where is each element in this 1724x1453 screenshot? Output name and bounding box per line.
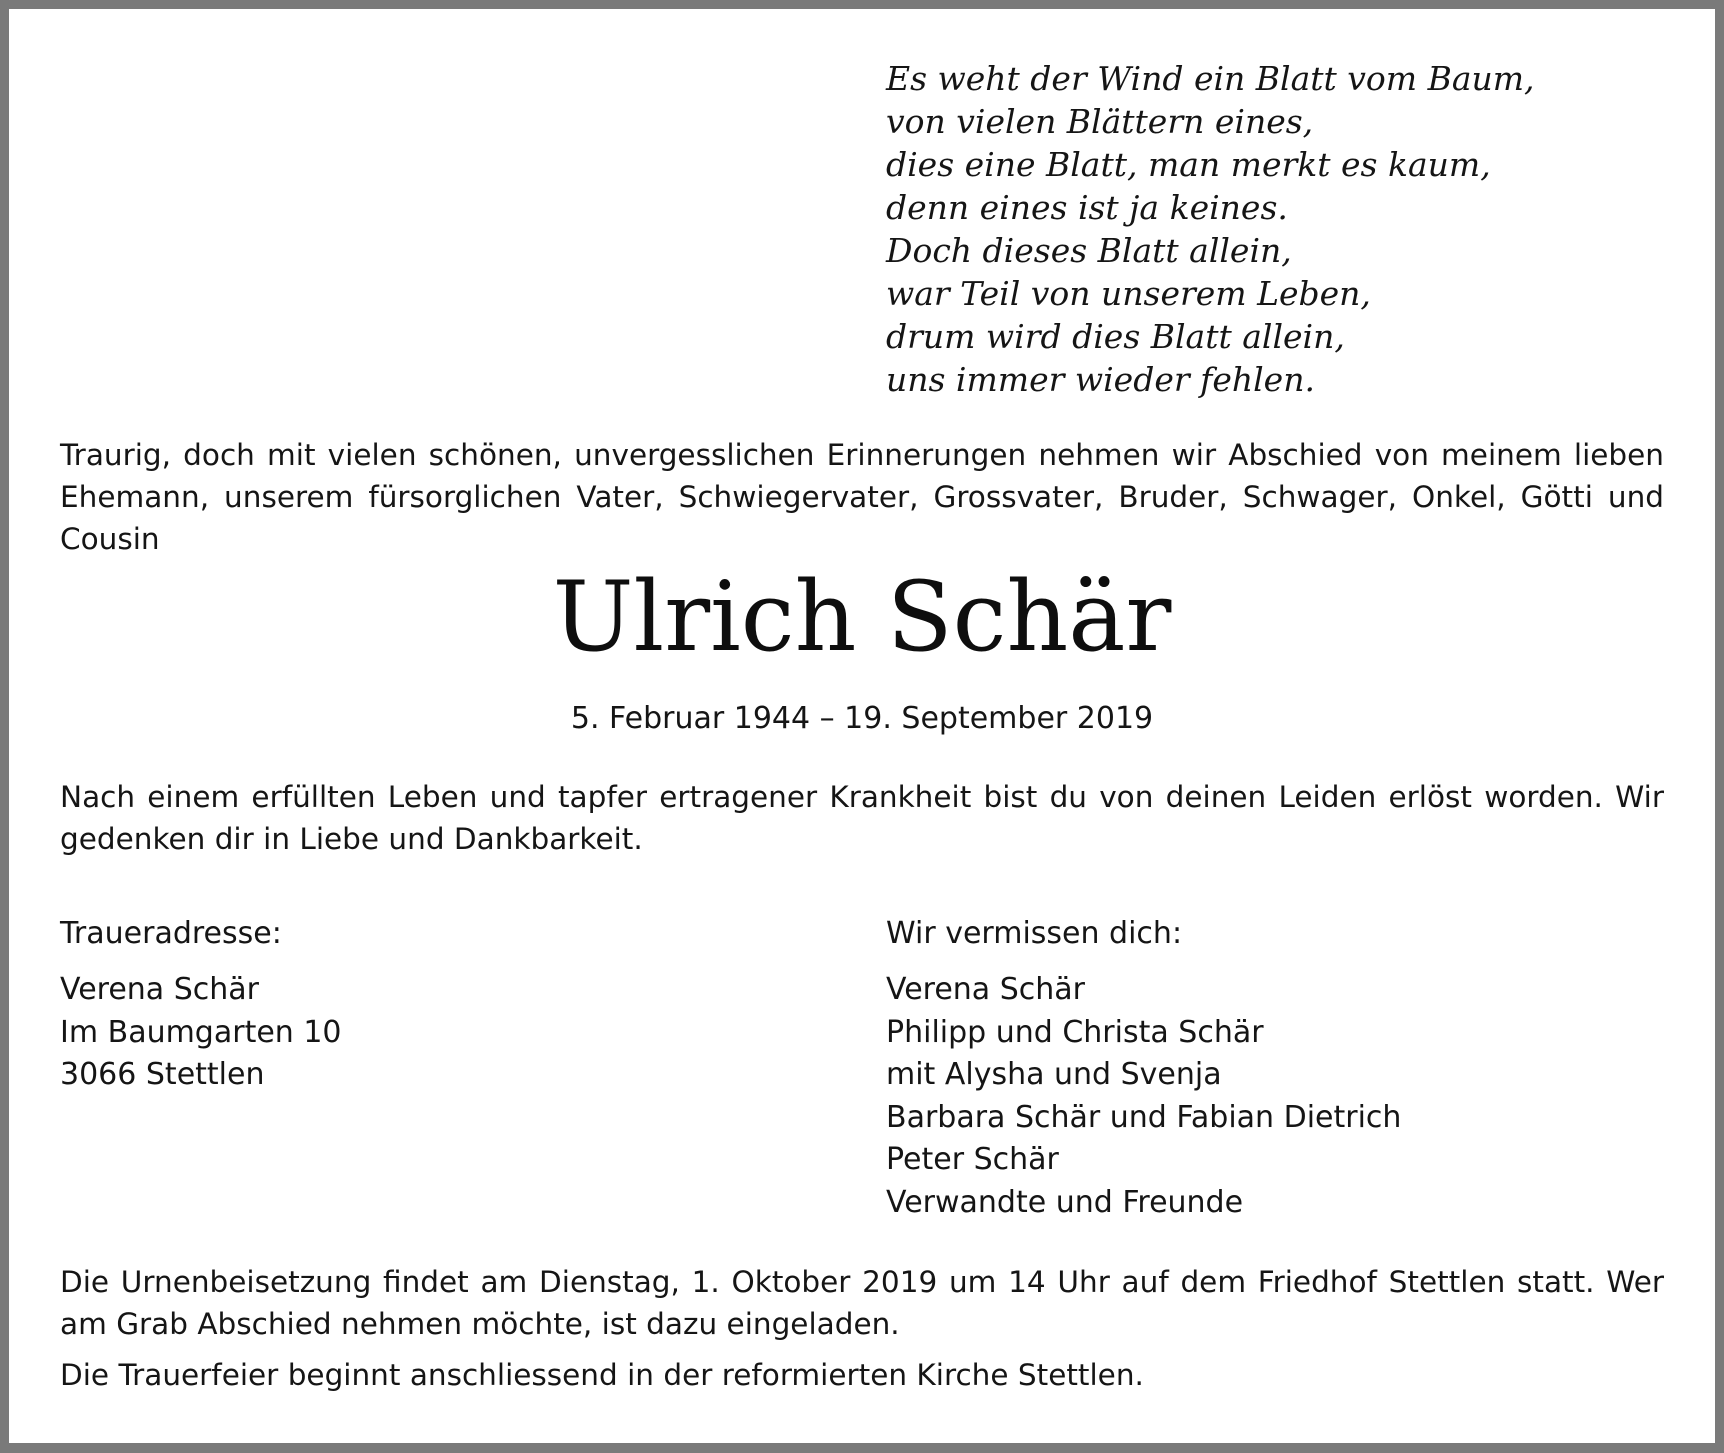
- poem-line: dies eine Blatt, man merkt es kaum,: [886, 145, 1491, 184]
- address-label: Traueradresse:: [60, 916, 282, 951]
- intro-paragraph: Traurig, doch mit vielen schönen, unvergesslichen Erinnerungen nehmen wir Abschied von meinem lieben Ehemann, unserem fürsorglichen Vater, Schwiegervater, Grossvater, Bruder, Schwager, Onkel, Götti und Cousin: [60, 438, 1664, 556]
- life-dates: 5. Februar 1944 – 19. September 2019: [570, 701, 1154, 736]
- address-line: Verena Schär: [60, 972, 259, 1007]
- mourners-list: [886, 969, 1401, 1224]
- poem: [886, 57, 1535, 401]
- mourner-line: Verena Schär: [886, 972, 1085, 1007]
- obituary-page: [9, 9, 1715, 1443]
- poem-line: denn eines ist ja keines.: [886, 188, 1288, 227]
- poem-line: von vielen Blättern eines,: [886, 102, 1314, 141]
- farewell-paragraph: Nach einem erfüllten Leben und tapfer ertragener Krankheit bist du von deinen Leiden erlöst worden. Wir gedenken dir in Liebe und Dankbarkeit.: [60, 780, 1664, 856]
- poem-line: drum wird dies Blatt allein,: [886, 317, 1345, 356]
- burial-paragraph: Die Urnenbeisetzung findet am Dienstag, 1. Oktober 2019 um 14 Uhr auf dem Friedhof Stettlen statt. Wer am Grab Abschied nehmen möchte, ist dazu eingeladen.: [60, 1265, 1664, 1341]
- mourner-line: Barbara Schär und Fabian Dietrich: [886, 1099, 1402, 1135]
- deceased-name: Ulrich Schär: [552, 561, 1172, 673]
- mourner-line: Peter Schär: [886, 1142, 1059, 1177]
- mourner-line: mit Alysha und Svenja: [886, 1057, 1222, 1092]
- mourner-line: Verwandte und Freunde: [886, 1184, 1244, 1220]
- mourner-line: Philipp und Christa Schär: [886, 1014, 1264, 1050]
- poem-line: war Teil von unserem Leben,: [886, 274, 1371, 313]
- mourners-label: Wir vermissen dich:: [886, 916, 1183, 951]
- poem-line: Es weht der Wind ein Blatt vom Baum,: [886, 59, 1535, 98]
- address-line: Im Baumgarten 10: [60, 1014, 342, 1050]
- service-paragraph: Die Trauerfeier beginnt anschliessend in der reformierten Kirche Stettlen.: [60, 1358, 1144, 1392]
- address-line: 3066 Stettlen: [60, 1057, 265, 1092]
- address-block: [60, 969, 342, 1097]
- poem-line: Doch dieses Blatt allein,: [886, 231, 1292, 270]
- poem-line: uns immer wieder fehlen.: [886, 360, 1315, 399]
